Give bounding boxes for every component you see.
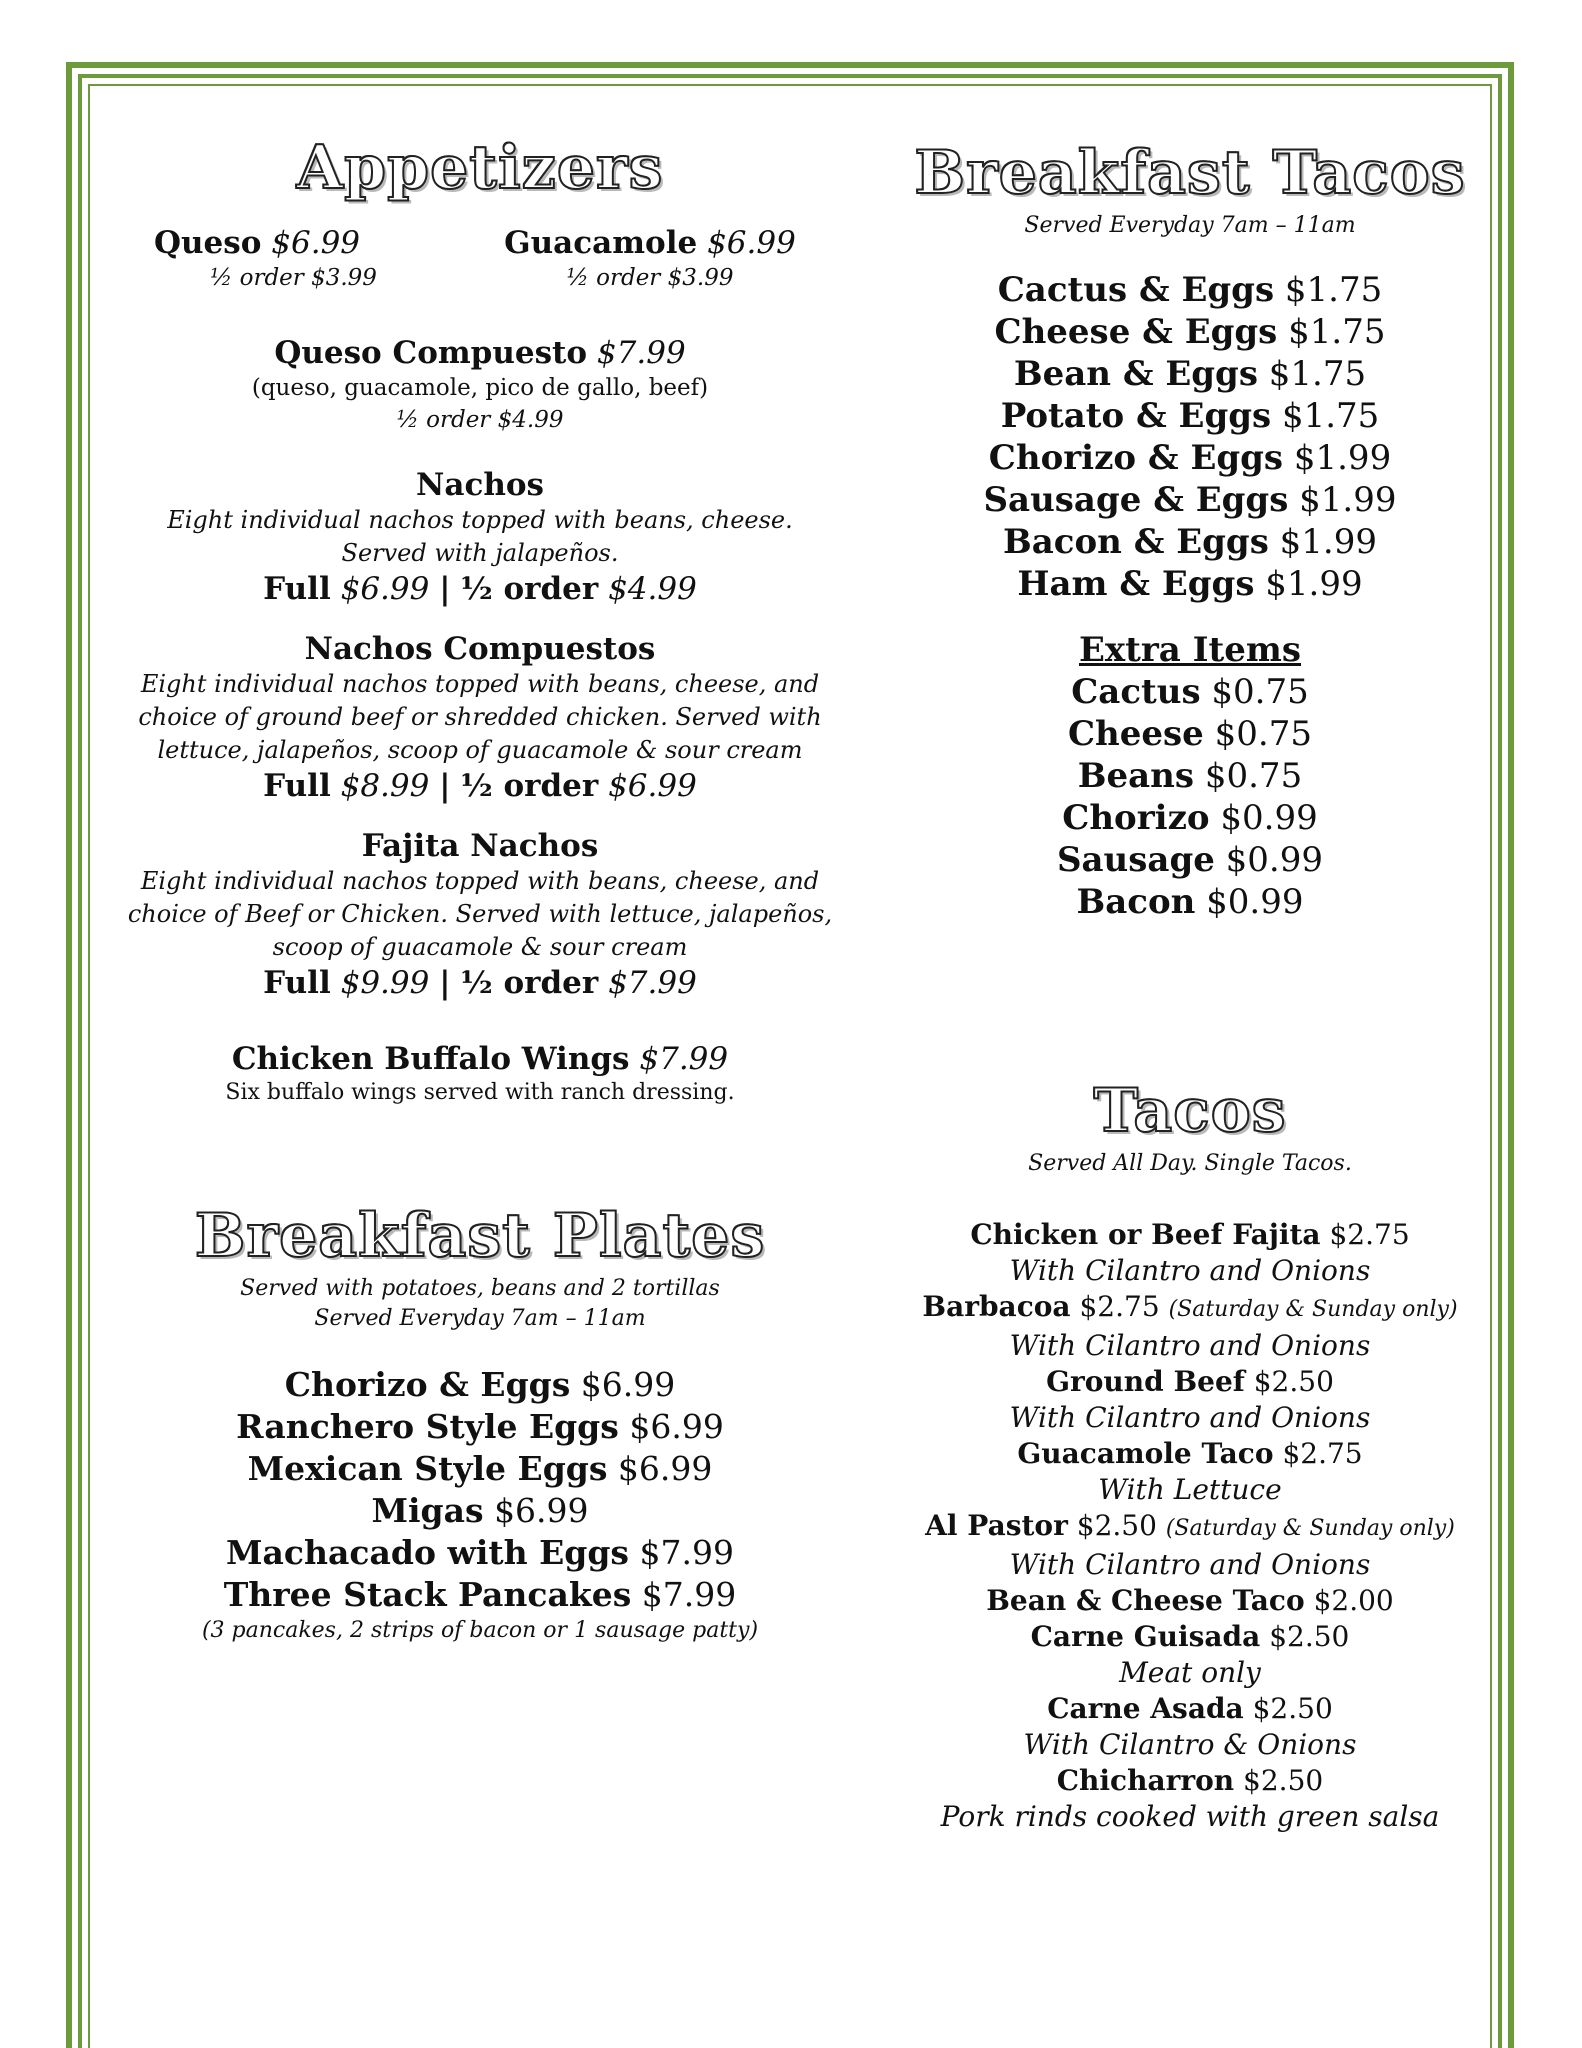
bp-item-name: Machacado with Eggs bbox=[226, 1533, 629, 1572]
taco-item bbox=[880, 1583, 1500, 1619]
bt-item-name: Cheese & Eggs bbox=[994, 312, 1278, 352]
nachos-full-label: Full bbox=[263, 571, 331, 607]
breakfast-tacos-heading: Breakfast Tacos bbox=[914, 138, 1466, 208]
bt-item-price: $1.75 bbox=[1288, 312, 1386, 352]
extra-item-name: Bacon bbox=[1076, 882, 1196, 922]
bt-item-name: Cactus & Eggs bbox=[997, 270, 1275, 310]
bt-item bbox=[880, 437, 1500, 479]
bt-item-name: Potato & Eggs bbox=[1000, 396, 1272, 436]
extra-item-price: $0.99 bbox=[1220, 798, 1318, 838]
extra-items-title: Extra Items bbox=[1078, 630, 1302, 670]
queso-half: ½ order $3.99 bbox=[210, 265, 377, 291]
bp-item-name: Mexican Style Eggs bbox=[247, 1449, 608, 1488]
nachos-half-price: $4.99 bbox=[608, 571, 697, 607]
bt-item-price: $1.99 bbox=[1265, 564, 1363, 604]
bp-item-name: Chorizo & Eggs bbox=[284, 1365, 571, 1404]
left-column bbox=[110, 130, 850, 1646]
fajita-nachos-desc-2: choice of Beef or Chicken. Served with lettuce, jalapeños, bbox=[127, 900, 833, 928]
nachos-half-label: ½ order bbox=[460, 571, 599, 607]
fajita-nachos-half-label: ½ order bbox=[460, 965, 599, 1001]
bt-item-name: Bacon & Eggs bbox=[1003, 522, 1269, 562]
nachos-compuestos-half-price: $6.99 bbox=[608, 768, 697, 804]
extra-item-name: Cactus bbox=[1071, 672, 1201, 712]
guacamole-half: ½ order $3.99 bbox=[566, 265, 734, 291]
queso-name: Queso bbox=[154, 225, 262, 261]
taco-item bbox=[880, 1763, 1500, 1799]
bp-item-price: $6.99 bbox=[629, 1407, 724, 1446]
extra-item-name: Chorizo bbox=[1062, 798, 1210, 838]
taco-item-price: $2.00 bbox=[1313, 1584, 1394, 1617]
bt-item bbox=[880, 521, 1500, 563]
taco-item-price: $2.50 bbox=[1269, 1620, 1350, 1653]
bp-item bbox=[110, 1406, 850, 1448]
extra-item bbox=[880, 671, 1500, 713]
nachos-compuestos-desc-1: Eight individual nachos topped with beans, cheese, and bbox=[140, 670, 820, 698]
extra-item-price: $0.75 bbox=[1214, 714, 1312, 754]
fajita-nachos-prices bbox=[110, 964, 850, 1002]
breakfast-plates-sub-1: Served with potatoes, beans and 2 tortillas bbox=[240, 1276, 720, 1301]
fajita-nachos-desc-3: scoop of guacamole & sour cream bbox=[272, 933, 688, 961]
extra-item-price: $0.99 bbox=[1225, 840, 1324, 880]
queso-compuesto-half: ½ order $4.99 bbox=[396, 407, 564, 433]
bt-item-price: $1.99 bbox=[1279, 522, 1377, 562]
extra-item-price: $0.75 bbox=[1204, 756, 1303, 796]
wings-item bbox=[110, 1040, 850, 1108]
taco-item-sub: With Cilantro and Onions bbox=[1009, 1548, 1371, 1581]
bp-item bbox=[110, 1448, 850, 1490]
queso-compuesto-price: $7.99 bbox=[596, 335, 686, 371]
taco-item-price: $2.50 bbox=[1076, 1509, 1157, 1542]
taco-item bbox=[880, 1289, 1500, 1328]
extra-item bbox=[880, 713, 1500, 755]
bt-item-name: Bean & Eggs bbox=[1013, 354, 1258, 394]
fajita-nachos-sep: | bbox=[439, 965, 451, 1001]
taco-item-sub: With Cilantro and Onions bbox=[1009, 1401, 1371, 1434]
nachos-desc-2: Served with jalapeños. bbox=[341, 539, 619, 567]
guacamole-price: $6.99 bbox=[707, 225, 796, 261]
breakfast-plates-section bbox=[110, 1198, 850, 1646]
taco-item-name: Chicharron bbox=[1056, 1764, 1235, 1797]
tacos-section bbox=[880, 1073, 1500, 1835]
fajita-nachos-name: Fajita Nachos bbox=[361, 828, 599, 864]
bt-item bbox=[880, 353, 1500, 395]
guacamole-name: Guacamole bbox=[504, 225, 698, 261]
bt-item bbox=[880, 563, 1500, 605]
queso-price: $6.99 bbox=[271, 225, 361, 261]
nachos-compuestos-full-label: Full bbox=[263, 768, 331, 804]
extra-item-name: Beans bbox=[1077, 756, 1195, 796]
bt-item-price: $1.75 bbox=[1268, 354, 1367, 394]
tacos-sub: Served All Day. Single Tacos. bbox=[1028, 1151, 1352, 1176]
taco-item-name: Ground Beef bbox=[1046, 1365, 1245, 1398]
extra-item-name: Cheese bbox=[1068, 714, 1204, 754]
bt-item bbox=[880, 395, 1500, 437]
nachos-compuestos-half-label: ½ order bbox=[460, 768, 599, 804]
nachos-compuestos-full-price: $8.99 bbox=[340, 768, 430, 804]
breakfast-plates-note: (3 pancakes, 2 strips of bacon or 1 sausage patty) bbox=[201, 1618, 759, 1643]
appetizers-heading: Appetizers bbox=[296, 133, 664, 203]
tacos-heading: Tacos bbox=[1093, 1076, 1287, 1146]
taco-item-name: Carne Guisada bbox=[1030, 1620, 1261, 1653]
extra-item-price: $0.75 bbox=[1211, 672, 1309, 712]
bt-item bbox=[880, 479, 1500, 521]
nachos-sep: | bbox=[439, 571, 451, 607]
bt-item-name: Ham & Eggs bbox=[1017, 564, 1255, 604]
taco-item bbox=[880, 1691, 1500, 1727]
wings-name: Chicken Buffalo Wings bbox=[231, 1041, 630, 1077]
queso-compuesto-name: Queso Compuesto bbox=[274, 335, 588, 371]
bp-item-name: Ranchero Style Eggs bbox=[236, 1407, 619, 1446]
extra-item-name: Sausage bbox=[1056, 840, 1215, 880]
extra-item bbox=[880, 881, 1500, 923]
taco-item-sub: With Cilantro and Onions bbox=[1009, 1254, 1371, 1287]
wings-price: $7.99 bbox=[639, 1041, 729, 1077]
taco-item-name: Barbacoa bbox=[922, 1290, 1071, 1323]
taco-item bbox=[880, 1619, 1500, 1655]
breakfast-tacos-section bbox=[880, 135, 1500, 923]
nachos-compuestos-prices bbox=[110, 767, 850, 805]
bp-item-price: $6.99 bbox=[494, 1491, 589, 1530]
taco-item-name: Bean & Cheese Taco bbox=[986, 1584, 1305, 1617]
nachos-compuestos-item bbox=[110, 630, 850, 805]
taco-item-price: $2.75 bbox=[1282, 1437, 1363, 1470]
nachos-compuestos-name: Nachos Compuestos bbox=[304, 631, 656, 667]
extra-item bbox=[880, 755, 1500, 797]
queso-guacamole-row bbox=[110, 224, 850, 304]
taco-item bbox=[880, 1508, 1500, 1547]
bp-item-name: Three Stack Pancakes bbox=[223, 1575, 632, 1614]
taco-item-price: $2.50 bbox=[1252, 1692, 1333, 1725]
bt-item-price: $1.99 bbox=[1293, 438, 1392, 478]
nachos-compuestos-desc-2: choice of ground beef or shredded chicken. Served with bbox=[138, 703, 822, 731]
bt-item-price: $1.75 bbox=[1284, 270, 1383, 310]
right-column bbox=[880, 135, 1500, 1835]
fajita-nachos-half-price: $7.99 bbox=[608, 965, 697, 1001]
breakfast-plates-sub-2: Served Everyday 7am – 11am bbox=[314, 1306, 646, 1331]
nachos-prices bbox=[110, 570, 850, 608]
taco-item-name: Guacamole Taco bbox=[1017, 1437, 1274, 1470]
taco-item-name: Al Pastor bbox=[925, 1509, 1068, 1542]
fajita-nachos-item bbox=[110, 827, 850, 1002]
wings-desc: Six buffalo wings served with ranch dressing. bbox=[225, 1080, 735, 1105]
taco-item bbox=[880, 1364, 1500, 1400]
bt-item bbox=[880, 269, 1500, 311]
taco-item-sub: Meat only bbox=[1119, 1656, 1261, 1689]
extra-item bbox=[880, 839, 1500, 881]
bt-item-name: Sausage & Eggs bbox=[983, 480, 1289, 520]
fajita-nachos-full-label: Full bbox=[263, 965, 331, 1001]
queso-compuesto-item bbox=[110, 334, 850, 436]
taco-item bbox=[880, 1436, 1500, 1472]
taco-item-name: Carne Asada bbox=[1047, 1692, 1244, 1725]
taco-item-price: $2.50 bbox=[1243, 1764, 1324, 1797]
bp-item-price: $6.99 bbox=[580, 1365, 676, 1404]
bt-item-price: $1.99 bbox=[1299, 480, 1397, 520]
bp-item-name: Migas bbox=[371, 1491, 484, 1530]
bp-item-price: $6.99 bbox=[617, 1449, 713, 1488]
bp-item-price: $7.99 bbox=[639, 1533, 734, 1572]
bt-item bbox=[880, 311, 1500, 353]
taco-item-sub: With Lettuce bbox=[1098, 1473, 1282, 1506]
bt-item-price: $1.75 bbox=[1281, 396, 1380, 436]
taco-item-sub: Pork rinds cooked with green salsa bbox=[940, 1800, 1440, 1833]
taco-item-note: (Saturday & Sunday only) bbox=[1168, 1297, 1458, 1322]
taco-item-price: $2.75 bbox=[1329, 1218, 1410, 1251]
nachos-item bbox=[110, 466, 850, 608]
bp-item bbox=[110, 1574, 850, 1616]
breakfast-plates-heading: Breakfast Plates bbox=[194, 1201, 766, 1271]
bp-item bbox=[110, 1364, 850, 1406]
nachos-compuestos-desc-3: lettuce, jalapeños, scoop of guacamole & sour cream bbox=[157, 736, 803, 764]
nachos-name: Nachos bbox=[416, 467, 544, 503]
queso-compuesto-desc: (queso, guacamole, pico de gallo, beef) bbox=[251, 375, 709, 401]
fajita-nachos-full-price: $9.99 bbox=[340, 965, 430, 1001]
queso-item bbox=[110, 224, 410, 294]
taco-item bbox=[880, 1217, 1500, 1253]
fajita-nachos-desc-1: Eight individual nachos topped with beans, cheese, and bbox=[140, 867, 820, 895]
taco-item-sub: With Cilantro and Onions bbox=[1009, 1329, 1371, 1362]
breakfast-tacos-sub: Served Everyday 7am – 11am bbox=[1024, 213, 1356, 238]
taco-item-price: $2.75 bbox=[1079, 1290, 1160, 1323]
taco-item-price: $2.50 bbox=[1253, 1365, 1334, 1398]
taco-item-sub: With Cilantro & Onions bbox=[1023, 1728, 1357, 1761]
guacamole-item bbox=[470, 224, 830, 294]
extra-item-price: $0.99 bbox=[1206, 882, 1304, 922]
taco-item-note: (Saturday & Sunday only) bbox=[1165, 1516, 1455, 1541]
bt-item-name: Chorizo & Eggs bbox=[988, 438, 1284, 478]
bp-item-price: $7.99 bbox=[641, 1575, 737, 1614]
bp-item bbox=[110, 1490, 850, 1532]
nachos-desc-1: Eight individual nachos topped with beans, cheese. bbox=[167, 506, 793, 534]
extra-item bbox=[880, 797, 1500, 839]
nachos-full-price: $6.99 bbox=[340, 571, 430, 607]
nachos-compuestos-sep: | bbox=[439, 768, 451, 804]
bp-item bbox=[110, 1532, 850, 1574]
taco-item-name: Chicken or Beef Fajita bbox=[970, 1218, 1321, 1251]
